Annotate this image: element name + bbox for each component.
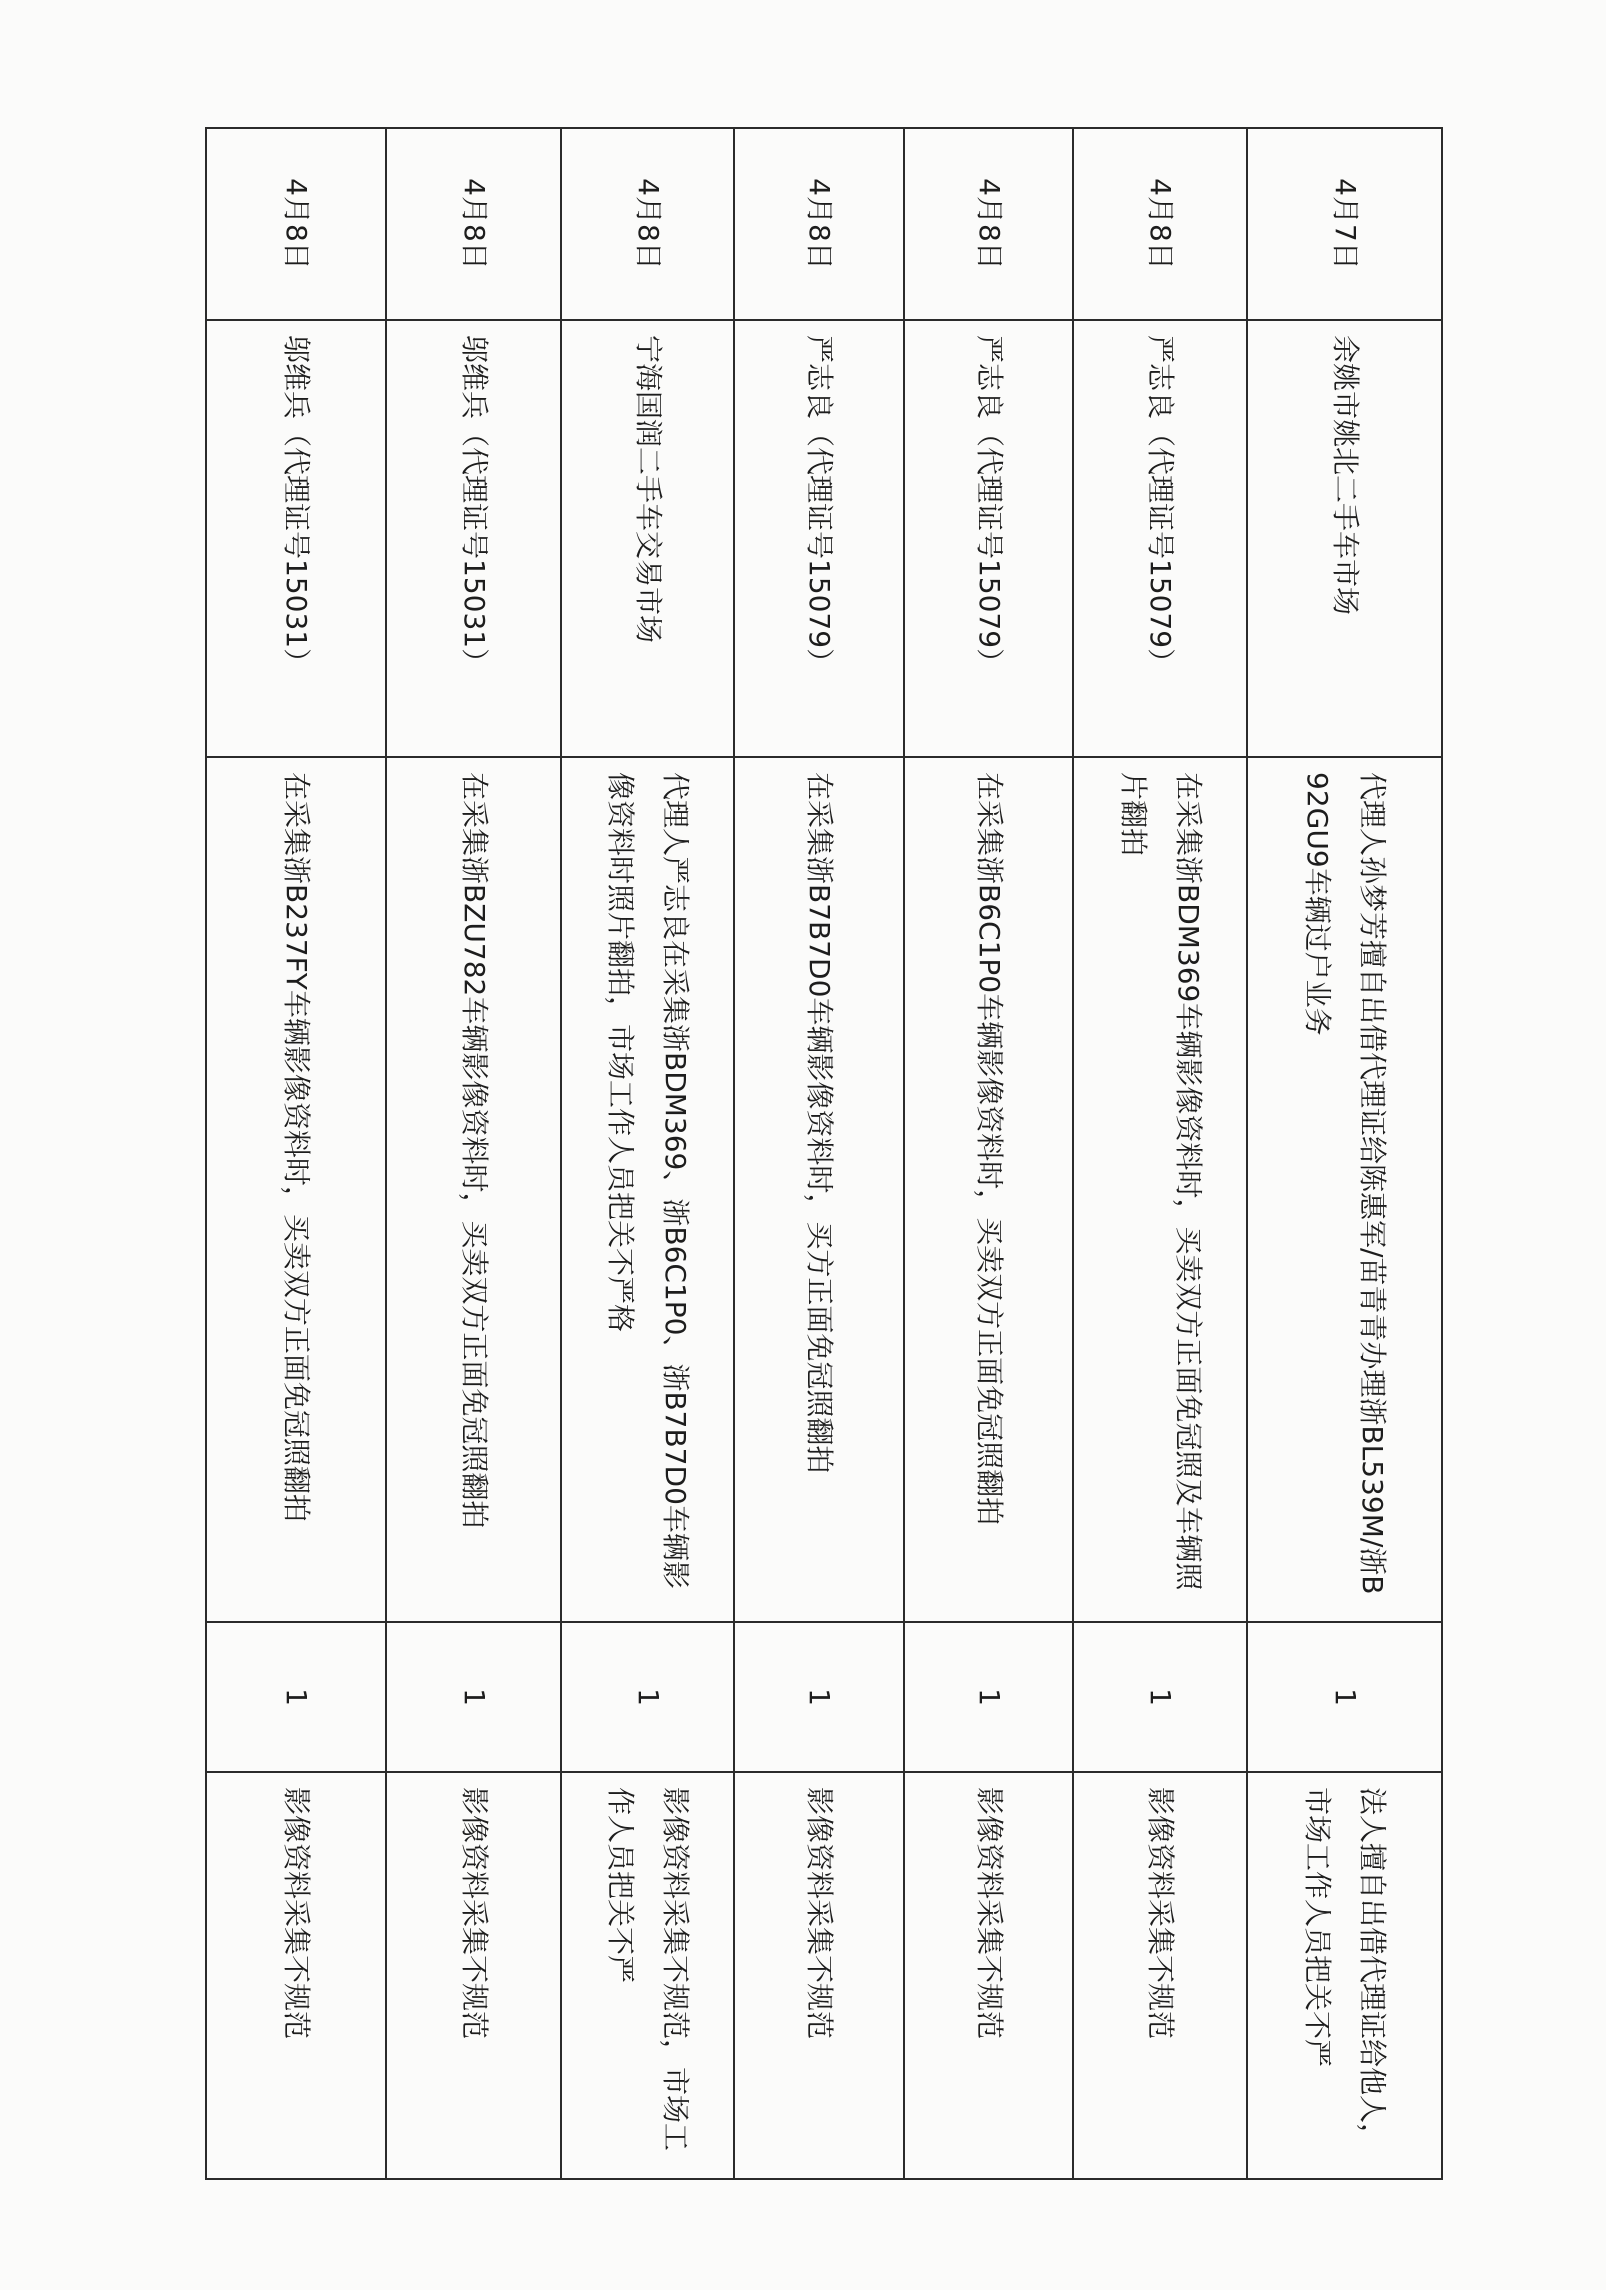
count-cell: 1 [206,1622,386,1772]
description-cell: 在采集浙BDM369车辆影像资料时，买卖双方正面免冠照及车辆照片翻拍 [1073,757,1247,1622]
description-cell: 代理人孙梦芳擅自出借代理证给陈惠军/苗青青办理浙BL539M/浙B92GU9车辆过户业务 [1247,757,1442,1622]
result-cell: 影像资料采集不规范，市场工作人员把关不严 [561,1772,734,2179]
date-cell: 4月8日 [1073,128,1247,320]
date-cell: 4月8日 [561,128,734,320]
table-row [734,128,904,2179]
result-cell: 影像资料采集不规范 [904,1772,1073,2179]
violation-table [205,127,1443,2180]
table-row [1073,128,1247,2179]
violation-table-rotated [207,127,1443,2178]
subject-cell: 邬维兵（代理证号15031） [386,320,561,757]
date-cell: 4月8日 [734,128,904,320]
description-cell: 在采集浙B6C1P0车辆影像资料时，买卖双方正面免冠照翻拍 [904,757,1073,1622]
table-row [561,128,734,2179]
subject-cell: 邬维兵（代理证号15031） [206,320,386,757]
date-cell: 4月8日 [904,128,1073,320]
description-cell: 在采集浙BZU782车辆影像资料时，买卖双方正面免冠照翻拍 [386,757,561,1622]
result-cell: 影像资料采集不规范 [1073,1772,1247,2179]
count-cell: 1 [904,1622,1073,1772]
count-cell: 1 [386,1622,561,1772]
description-cell: 代理人严志良在采集浙BDM369、浙B6C1P0、浙B7B7D0车辆影像资料时照片翻拍，市场工作人员把关不严格 [561,757,734,1622]
description-cell: 在采集浙B7B7D0车辆影像资料时，买方正面免冠照翻拍 [734,757,904,1622]
date-cell: 4月7日 [1247,128,1442,320]
description-cell: 在采集浙B237FY车辆影像资料时，买卖双方正面免冠照翻拍 [206,757,386,1622]
date-cell: 4月8日 [386,128,561,320]
subject-cell: 严志良（代理证号15079） [904,320,1073,757]
result-cell: 影像资料采集不规范 [206,1772,386,2179]
date-cell: 4月8日 [206,128,386,320]
subject-cell: 严志良（代理证号15079） [1073,320,1247,757]
count-cell: 1 [734,1622,904,1772]
result-cell: 法人擅自出借代理证给他人，市场工作人员把关不严 [1247,1772,1442,2179]
result-cell: 影像资料采集不规范 [386,1772,561,2179]
subject-cell: 严志良（代理证号15079） [734,320,904,757]
subject-cell: 余姚市姚北二手车市场 [1247,320,1442,757]
count-cell: 1 [561,1622,734,1772]
table-row [1247,128,1442,2179]
result-cell: 影像资料采集不规范 [734,1772,904,2179]
count-cell: 1 [1073,1622,1247,1772]
table-row [206,128,386,2179]
table-row [386,128,561,2179]
table-row [904,128,1073,2179]
subject-cell: 宁海国润二手车交易市场 [561,320,734,757]
count-cell: 1 [1247,1622,1442,1772]
